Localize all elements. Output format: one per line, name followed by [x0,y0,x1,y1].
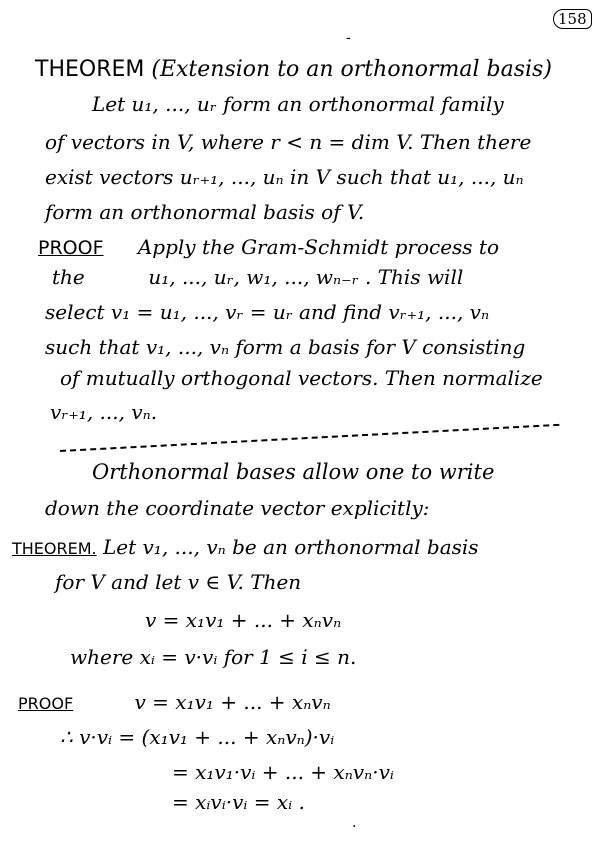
theorem-2-first-line [12,535,479,561]
proof-2-line: ∴ v·vᵢ = (x₁v₁ + ... + xₙvₙ)·vᵢ [60,725,335,749]
proof-1-heading: PROOF [38,237,104,259]
proof-1-line: vᵣ₊₁, ..., vₙ. [50,400,158,424]
proof-1-line: such that v₁, ..., vₙ form a basis for V consisting [45,335,526,359]
scan-speck: . [352,815,357,831]
theorem-1-line: form an orthonormal basis of V. [45,200,365,224]
remark-line: down the coordinate vector explicitly: [45,496,430,520]
proof-2-first-line [18,690,331,716]
theorem-1-line: Let u₁, ..., uᵣ form an orthonormal family [92,92,504,116]
proof-1-first-line [38,235,499,260]
proof-1-line: of mutually orthogonal vectors. Then normalize [60,366,543,390]
scan-speck: - [346,30,351,46]
theorem-2-line: for V and let v ∈ V. Then [55,570,302,594]
proof-1-line: Apply the Gram-Schmidt process to [137,235,500,259]
theorem-2-line: where xᵢ = v·vᵢ for 1 ≤ i ≤ n. [70,645,357,669]
proof-1-line: select v₁ = u₁, ..., vᵣ = uᵣ and find vᵣ₊₁, ..., vₙ [45,300,490,324]
theorem-2-line: Let v₁, ..., vₙ be an orthonormal basis [102,535,479,559]
theorem-2-equation: v = x₁v₁ + ... + xₙvₙ [145,608,342,632]
proof-1-line: the u₁, ..., uᵣ, w₁, ..., wₙ₋ᵣ . This will [52,265,464,289]
theorem-2-heading: THEOREM. [12,539,97,558]
section-divider [60,424,559,452]
proof-2-line: v = x₁v₁ + ... + xₙvₙ [134,690,331,714]
theorem-1-title-line [35,58,552,82]
proof-2-line: = xᵢvᵢ·vᵢ = xᵢ . [172,790,305,814]
proof-2-line: = x₁v₁·vᵢ + ... + xₙvₙ·vᵢ [172,760,394,784]
remark-line: Orthonormal bases allow one to write [92,460,495,484]
theorem-1-line: exist vectors uᵣ₊₁, ..., uₙ in V such that u₁, ..., uₙ [45,165,524,189]
theorem-1-line: of vectors in V, where r < n = dim V. Then there [45,130,532,154]
proof-2-heading: PROOF [18,694,74,713]
theorem-1-title: (Extension to an orthonormal basis) [151,57,552,82]
theorem-1-heading: THEOREM [35,57,145,82]
page-number: 158 [553,9,592,29]
